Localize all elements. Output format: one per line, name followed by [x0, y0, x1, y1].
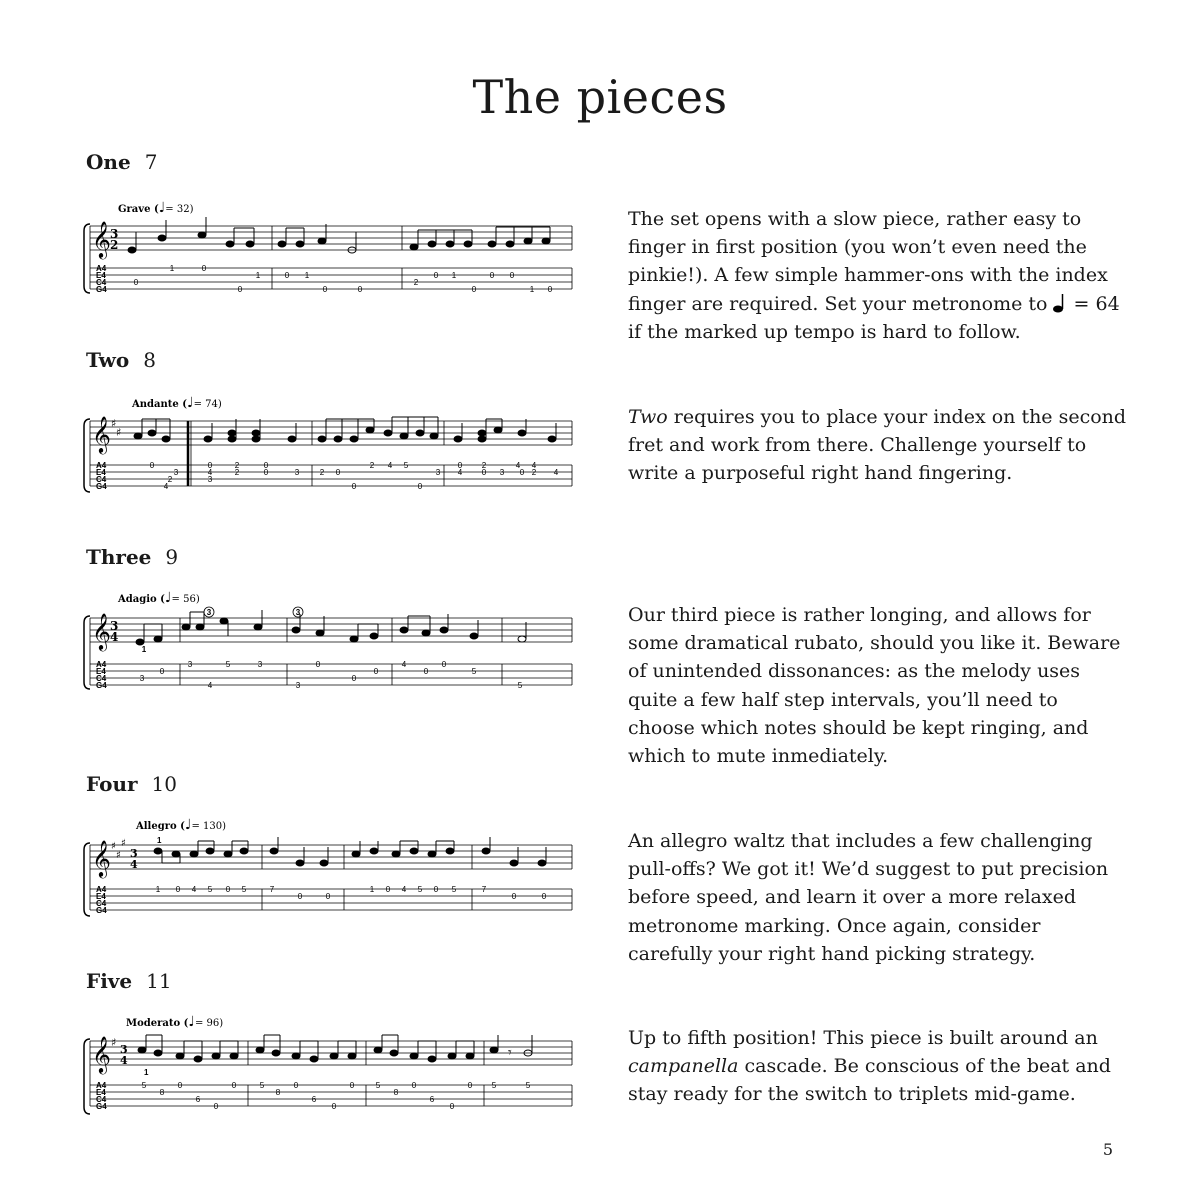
svg-text:G4: G4: [96, 482, 107, 491]
svg-text:2: 2: [167, 475, 173, 484]
svg-text:0: 0: [441, 660, 447, 669]
svg-text:0: 0: [511, 892, 517, 901]
svg-text:0: 0: [449, 1102, 455, 1111]
svg-text:0: 0: [133, 278, 139, 287]
svg-text:♯: ♯: [116, 426, 122, 439]
svg-text:0: 0: [547, 285, 553, 294]
svg-text:8: 8: [393, 1088, 399, 1097]
svg-text:0: 0: [457, 461, 463, 470]
svg-text:A4: A4: [96, 885, 107, 894]
svg-text:3: 3: [110, 619, 119, 633]
piece-description-five: Up to fifth position! This piece is built around an campanella cascade. Be conscious of the beat and stay ready for the switch to triplets mid-game.: [628, 1027, 1111, 1106]
svg-text:0: 0: [322, 285, 328, 294]
piece-page: 8: [143, 348, 156, 372]
svg-text:0: 0: [411, 1081, 417, 1090]
svg-text:0: 0: [284, 271, 290, 280]
svg-text:0: 0: [331, 1102, 337, 1111]
svg-text:0: 0: [385, 885, 391, 894]
svg-text:A4: A4: [96, 264, 107, 273]
svg-text:3: 3: [120, 1043, 128, 1056]
svg-text:2: 2: [319, 468, 325, 477]
score-five: [82, 1011, 582, 1123]
svg-text:1: 1: [529, 285, 535, 294]
svg-text:4: 4: [401, 885, 407, 894]
svg-text:0: 0: [373, 667, 379, 676]
piece-page: 10: [151, 772, 177, 796]
svg-text:0: 0: [481, 468, 487, 477]
svg-text:8: 8: [275, 1088, 281, 1097]
piece-page: 11: [146, 969, 172, 993]
svg-text:2: 2: [369, 461, 375, 470]
svg-text:0: 0: [417, 482, 423, 491]
svg-text:C4: C4: [96, 1095, 107, 1104]
piece-name: One: [86, 150, 131, 174]
svg-text:5: 5: [417, 885, 423, 894]
svg-text:3: 3: [139, 674, 145, 683]
svg-text:C4: C4: [96, 674, 107, 683]
svg-text:G4: G4: [96, 1102, 107, 1111]
svg-text:3: 3: [187, 660, 193, 669]
svg-text:1: 1: [144, 1068, 149, 1077]
piece-description-four: An allegro waltz that includes a few challenging pull-offs? We got it! We’d suggest to put precision before speed, and learn it over a more relaxed metronome marking. Once again, consider carefully your right hand picking strategy.: [628, 830, 1109, 965]
tempo-marking: Adagio (♩= 56): [118, 590, 200, 606]
svg-text:3: 3: [206, 608, 212, 617]
svg-text:3: 3: [130, 847, 138, 860]
svg-text:1: 1: [451, 271, 457, 280]
svg-text:0: 0: [263, 468, 269, 477]
piece-page: 9: [165, 545, 179, 569]
svg-text:0: 0: [489, 271, 495, 280]
svg-text:6: 6: [311, 1095, 317, 1104]
svg-text:5: 5: [259, 1081, 265, 1090]
svg-text:5: 5: [403, 461, 409, 470]
svg-text:0: 0: [225, 885, 231, 894]
svg-text:0: 0: [519, 468, 525, 477]
svg-text:1: 1: [155, 885, 161, 894]
svg-text:E4: E4: [96, 1088, 106, 1097]
svg-text:C4: C4: [96, 475, 107, 484]
svg-text:0: 0: [509, 271, 515, 280]
svg-text:5: 5: [375, 1081, 381, 1090]
piece-name: Three: [86, 545, 152, 569]
svg-text:C4: C4: [96, 278, 107, 287]
svg-text:A4: A4: [96, 1081, 107, 1090]
svg-text:4: 4: [120, 1054, 128, 1067]
score-one: [82, 196, 582, 301]
svg-text:G4: G4: [96, 681, 107, 690]
svg-text:4: 4: [130, 858, 138, 871]
svg-text:4: 4: [531, 461, 537, 470]
svg-text:5: 5: [141, 1081, 147, 1090]
svg-text:4: 4: [515, 461, 521, 470]
piece-heading-five: [86, 969, 172, 993]
piece-heading-three: [86, 545, 178, 569]
svg-text:6: 6: [429, 1095, 435, 1104]
treble-clef-icon: 𝄞: [92, 839, 111, 877]
svg-text:6: 6: [195, 1095, 201, 1104]
svg-text:E4: E4: [96, 667, 106, 676]
svg-text:8: 8: [159, 1088, 165, 1097]
svg-text:3: 3: [499, 468, 505, 477]
svg-text:5: 5: [241, 885, 247, 894]
piece-page: 7: [144, 150, 158, 174]
quarter-note-icon: [1053, 293, 1067, 313]
tempo-marking: Allegro (♩= 130): [136, 817, 227, 833]
svg-text:0: 0: [471, 285, 477, 294]
svg-text:2: 2: [234, 461, 240, 470]
svg-text:0: 0: [297, 892, 303, 901]
svg-text:0: 0: [201, 264, 207, 273]
svg-text:0: 0: [467, 1081, 473, 1090]
svg-text:1: 1: [141, 645, 147, 654]
svg-text:3: 3: [295, 681, 301, 690]
tempo-marking: Moderato (♩= 96): [126, 1014, 224, 1030]
svg-text:0: 0: [293, 1081, 299, 1090]
svg-text:0: 0: [207, 461, 213, 470]
svg-text:3: 3: [257, 660, 263, 669]
svg-text:0: 0: [335, 468, 341, 477]
svg-text:♯: ♯: [111, 841, 116, 852]
svg-text:0: 0: [325, 892, 331, 901]
svg-text:0: 0: [149, 461, 155, 470]
piece-heading-two: [86, 348, 156, 372]
svg-text:0: 0: [423, 667, 429, 676]
svg-text:4: 4: [163, 482, 169, 491]
svg-text:4: 4: [457, 468, 463, 477]
piece-name: Five: [86, 969, 133, 993]
svg-text:0: 0: [357, 285, 363, 294]
svg-text:4: 4: [553, 468, 559, 477]
svg-text:3: 3: [173, 468, 179, 477]
score-four: [82, 813, 582, 923]
svg-text:♯: ♯: [121, 838, 126, 849]
svg-text:0: 0: [541, 892, 547, 901]
svg-text:3: 3: [110, 227, 119, 241]
svg-text:3: 3: [435, 468, 441, 477]
svg-text:0: 0: [433, 271, 439, 280]
piece-heading-four: [86, 772, 177, 796]
svg-text:0: 0: [231, 1081, 237, 1090]
svg-text:7: 7: [481, 885, 487, 894]
svg-text:5: 5: [517, 681, 523, 690]
svg-text:0: 0: [175, 885, 181, 894]
svg-text:5: 5: [451, 885, 457, 894]
svg-text:1: 1: [157, 836, 162, 845]
svg-text:0: 0: [433, 885, 439, 894]
svg-text:5: 5: [225, 660, 231, 669]
svg-text:7: 7: [269, 885, 275, 894]
svg-text:♯: ♯: [116, 850, 121, 861]
svg-text:3: 3: [207, 475, 213, 484]
svg-text:G4: G4: [96, 285, 107, 294]
svg-text:4: 4: [207, 681, 213, 690]
piece-description-three: Our third piece is rather longing, and allows for some dramatical rubato, should you like it. Beware of unintended dissonances: as the melody uses quite a few half step intervals, you’ll need to choose which notes should be kept ringing, and which to mute inmediately.: [628, 604, 1121, 768]
svg-text:0: 0: [351, 482, 357, 491]
svg-text:C4: C4: [96, 899, 107, 908]
svg-text:2: 2: [531, 468, 537, 477]
treble-clef-icon: 𝄞: [92, 612, 111, 650]
svg-text:1: 1: [255, 271, 261, 280]
svg-text:2: 2: [110, 238, 119, 252]
page-number: 5: [1102, 1140, 1113, 1159]
svg-text:♯: ♯: [111, 417, 117, 430]
svg-text:4: 4: [207, 468, 213, 477]
page-title: The pieces: [472, 70, 728, 124]
svg-text:2: 2: [481, 461, 487, 470]
score-two: [82, 393, 582, 498]
svg-text:A4: A4: [96, 461, 107, 470]
svg-text:♯: ♯: [111, 1036, 117, 1049]
svg-text:E4: E4: [96, 271, 106, 280]
score-three: [82, 588, 582, 696]
svg-text:0: 0: [177, 1081, 183, 1090]
svg-text:0: 0: [213, 1102, 219, 1111]
svg-text:A4: A4: [96, 660, 107, 669]
treble-clef-icon: 𝄞: [92, 1035, 111, 1073]
svg-text:5: 5: [207, 885, 213, 894]
piece-heading-one: [86, 150, 157, 174]
svg-text:0: 0: [351, 674, 357, 683]
svg-text:4: 4: [401, 660, 407, 669]
treble-clef-icon: 𝄞: [92, 415, 111, 453]
svg-text:G4: G4: [96, 906, 107, 915]
svg-text:E4: E4: [96, 468, 106, 477]
svg-text:0: 0: [315, 660, 321, 669]
svg-text:5: 5: [471, 667, 477, 676]
svg-text:E4: E4: [96, 892, 106, 901]
piece-description-two: Two requires you to place your index on the second fret and work from there. Challenge yourself to write a purposeful right hand fingering.: [628, 406, 1127, 485]
svg-text:1: 1: [169, 264, 175, 273]
svg-text:4: 4: [191, 885, 197, 894]
tempo-marking: Grave (♩= 32): [118, 200, 194, 216]
svg-text:0: 0: [237, 285, 243, 294]
svg-text:1: 1: [304, 271, 310, 280]
svg-text:0: 0: [349, 1081, 355, 1090]
piece-description-one: The set opens with a slow piece, rather easy to finger in first position (you won’t even need the pinkie!). A few simple hammer-ons with the index finger are required. Set your metronome to = 64 if the marked up tempo is hard to follow.: [628, 208, 1120, 343]
svg-text:3: 3: [294, 468, 300, 477]
svg-text:0: 0: [263, 461, 269, 470]
treble-clef-icon: 𝄞: [92, 220, 111, 258]
svg-text:2: 2: [413, 278, 419, 287]
svg-text:3: 3: [295, 608, 301, 617]
svg-text:2: 2: [234, 468, 240, 477]
svg-text:5: 5: [525, 1081, 531, 1090]
svg-text:𝄾: 𝄾: [508, 1045, 512, 1061]
piece-name: Two: [86, 348, 130, 372]
svg-text:5: 5: [491, 1081, 497, 1090]
piece-name: Four: [86, 772, 138, 796]
svg-text:4: 4: [387, 461, 393, 470]
svg-text:0: 0: [159, 667, 165, 676]
svg-text:1: 1: [369, 885, 375, 894]
tempo-marking: Andante (♩= 74): [132, 395, 222, 411]
svg-text:4: 4: [110, 630, 119, 644]
